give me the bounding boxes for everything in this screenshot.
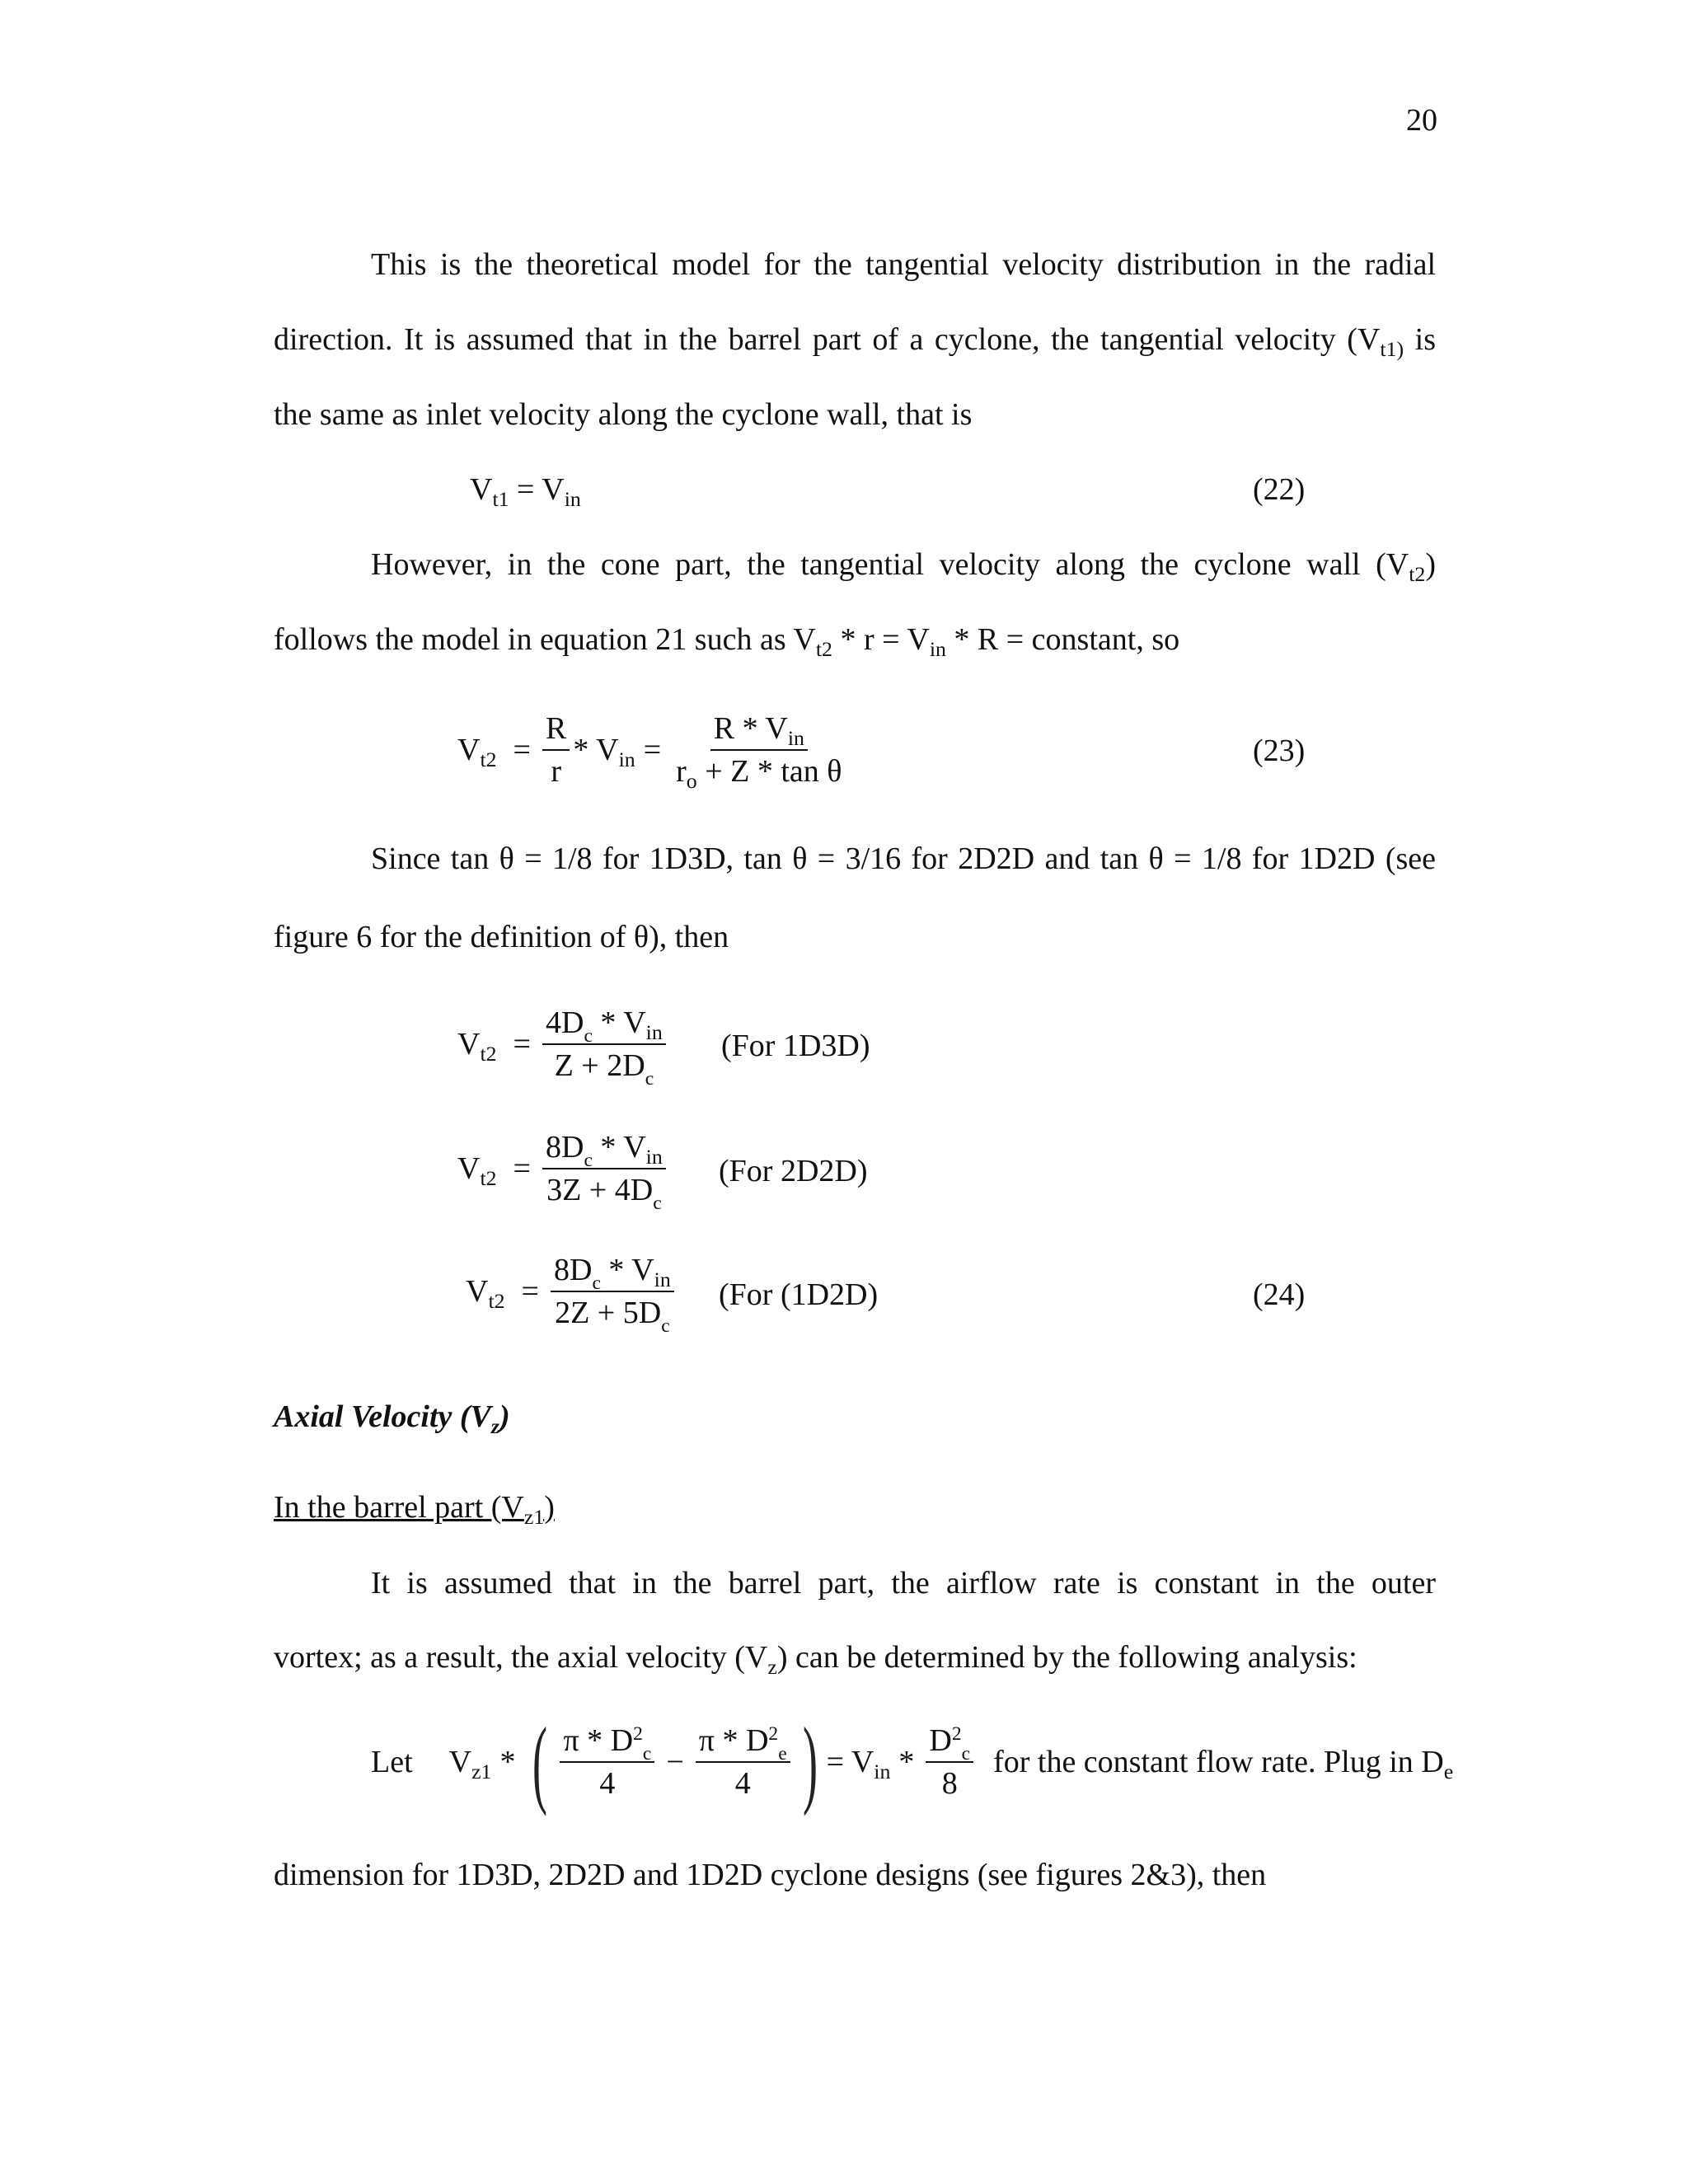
equation-24-row-1-label: (For 1D3D): [721, 1029, 870, 1063]
paragraph-1-line-2: direction. It is assumed that in the barrel part of a cyclone, the tangential velocity ($V_{t1)}$ is: [274, 322, 1436, 361]
page-number: 20: [1406, 103, 1437, 138]
equation-22: $V_{t1} = V_{in}$: [470, 472, 581, 511]
equation-24-row-2: $V_{t2}$ = $\frac{8D_c * V_{in}}{3Z + 4D_c}$: [457, 1132, 669, 1206]
paragraph-2-line-2: follows the model in equation 21 such as $V_{t2} * r = V_{in} * R$ = constant, so: [274, 622, 1180, 661]
paragraph-1-line-1: This is the theoretical model for the tangential velocity distribution in the radial: [371, 247, 1436, 282]
equation-23: $V_{t2}$ = $\frac{R}{r}$ * $V_{in}$ = $\frac{R * V_{in}}{r_o + Z * \tan \theta}$: [457, 713, 849, 787]
fraction-r-over-r: $\frac{R}{r}$: [542, 713, 570, 787]
paragraph-3-line-2: figure 6 for the definition of θ), then: [274, 920, 729, 954]
subsection-heading-barrel-part: In the barrel part $(V_{z1})$: [274, 1490, 555, 1529]
fraction-rvin-over-denominator: $\frac{R * V_{in}}{r_o + Z * \tan \theta}$: [676, 711, 842, 793]
section-heading-axial-velocity: Axial Velocity $(V_z)$: [274, 1399, 510, 1438]
equation-24-row-3-label: (For (1D2D): [719, 1277, 879, 1312]
paragraph-1-line-3: the same as inlet velocity along the cyclone wall, that is: [274, 397, 973, 432]
equation-24-row-2-label: (For 2D2D): [719, 1154, 868, 1188]
equation-22-number: (22): [1253, 472, 1306, 507]
paragraph-5-line-1: dimension for 1D3D, 2D2D and 1D2D cyclone designs (see figures 2&3), then: [274, 1858, 1267, 1892]
paragraph-3-line-1: Since tan θ = 1/8 for 1D3D, tan θ = 3/16 for 2D2D and tan θ = 1/8 for 1D2D (see: [371, 841, 1436, 876]
equation-23-number: (23): [1253, 733, 1306, 768]
equation-flow-rate: Let $V_{z1}$ * ( $\frac{\pi * D^2_c}{4}$ − $\frac{\pi * D^2_e}{4}$ ) = $V_{in}$ * $\frac{D^2_c}{8}$ for the constant flow rate. Plug in $D_e$: [371, 1707, 1454, 1816]
equation-24-row-3: $V_{t2}$ = $\frac{8D_c * V_{in}}{2Z + 5D_c}$: [466, 1254, 678, 1329]
paragraph-4-line-2: vortex; as a result, the axial velocity $(V_z)$ can be determined by the following analysis:: [274, 1640, 1357, 1679]
equation-24-row-1: $V_{t2}$ = $\frac{4D_c * V_{in}}{Z + 2D_c}$: [457, 1007, 669, 1081]
equation-24-number: (24): [1253, 1277, 1306, 1312]
paragraph-2-line-1: However, in the cone part, the tangential velocity along the cyclone wall $(V_{t2})$: [371, 547, 1436, 586]
paragraph-4-line-1: It is assumed that in the barrel part, the airflow rate is constant in the outer: [371, 1566, 1436, 1601]
